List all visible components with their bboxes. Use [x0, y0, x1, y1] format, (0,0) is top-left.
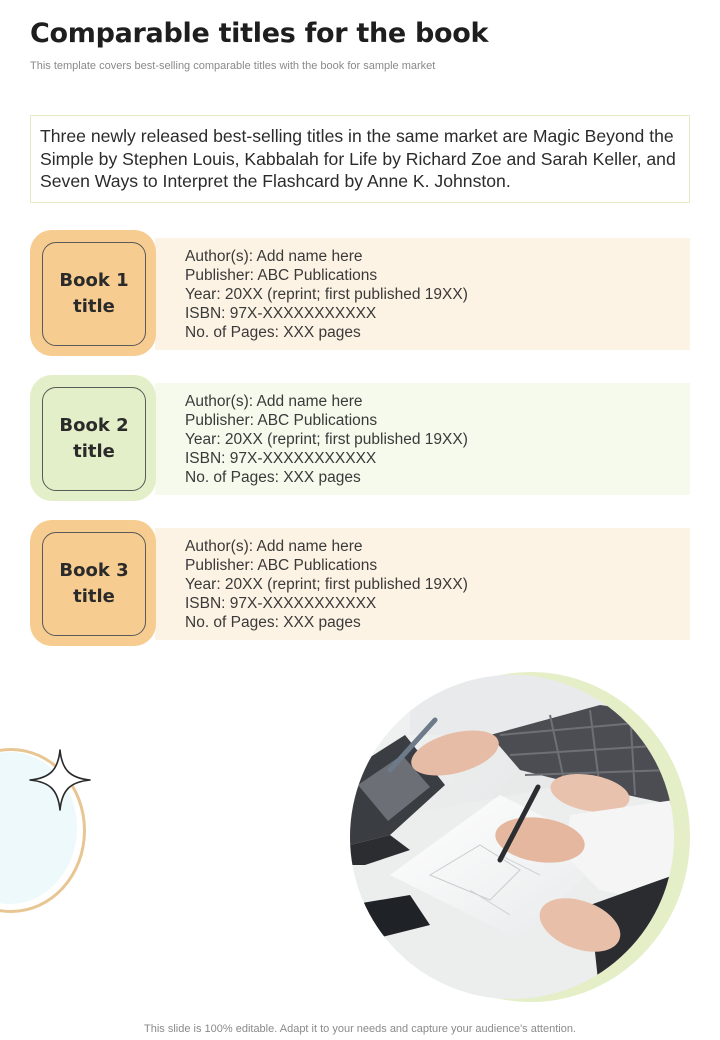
- book-2-badge-frame: [42, 387, 146, 491]
- book-3-publisher: Publisher: ABC Publications: [185, 557, 378, 574]
- book-3-year: Year: 20XX (reprint; first published 19XX): [185, 576, 468, 593]
- book-2-isbn: ISBN: 97X-XXXXXXXXXXX: [185, 450, 377, 467]
- book-2-pages: No. of Pages: XXX pages: [185, 469, 361, 486]
- book-1-isbn: ISBN: 97X-XXXXXXXXXXX: [185, 305, 377, 322]
- book-2-badge-label: [49, 413, 139, 465]
- book-3-details: [185, 537, 675, 632]
- book-1-pages: No. of Pages: XXX pages: [185, 324, 361, 341]
- book-3-badge: [30, 520, 156, 646]
- intro-text: Three newly released best-selling titles in the same market are Magic Beyond the Simple by Stephen Louis, Kabbalah for Life by Richard Zoe and Sarah Keller, and Seven Ways to Interpret the Flashcard by Anne K. Johnston.: [40, 126, 676, 191]
- book-1-details: [185, 247, 675, 342]
- page-title: Comparable titles for the book: [30, 18, 489, 49]
- photo-illustration: [350, 675, 674, 999]
- book-3-badge-frame: [42, 532, 146, 636]
- book-2-year: Year: 20XX (reprint; first published 19XX): [185, 431, 468, 448]
- intro-box: [30, 115, 690, 203]
- photo-people-writing: [350, 675, 674, 999]
- book-3-author: Author(s): Add name here: [185, 538, 363, 555]
- book-1-badge: [30, 230, 156, 356]
- book-1-author: Author(s): Add name here: [185, 248, 363, 265]
- book-1-badge-frame: [42, 242, 146, 346]
- footer-note: This slide is 100% editable. Adapt it to your needs and capture your audience's attention.: [144, 1023, 576, 1035]
- book-3-badge-label: [49, 558, 139, 610]
- page-subtitle: This template covers best-selling comparable titles with the book for sample market: [30, 60, 436, 72]
- book-3-isbn: ISBN: 97X-XXXXXXXXXXX: [185, 595, 377, 612]
- book-3-badge-line1: Book 3: [59, 560, 129, 581]
- book-2-badge-line1: Book 2: [59, 415, 129, 436]
- book-2-badge-line2: title: [73, 441, 115, 462]
- book-1-badge-line2: title: [73, 296, 115, 317]
- book-3-badge-line2: title: [73, 586, 115, 607]
- book-1-badge-label: [49, 268, 139, 320]
- book-2-author: Author(s): Add name here: [185, 393, 363, 410]
- four-point-star-icon: [28, 748, 92, 812]
- book-1-year: Year: 20XX (reprint; first published 19XX): [185, 286, 468, 303]
- book-1-publisher: Publisher: ABC Publications: [185, 267, 378, 284]
- book-3-pages: No. of Pages: XXX pages: [185, 614, 361, 631]
- book-2-badge: [30, 375, 156, 501]
- book-2-publisher: Publisher: ABC Publications: [185, 412, 378, 429]
- book-1-badge-line1: Book 1: [59, 270, 129, 291]
- book-2-details: [185, 392, 675, 487]
